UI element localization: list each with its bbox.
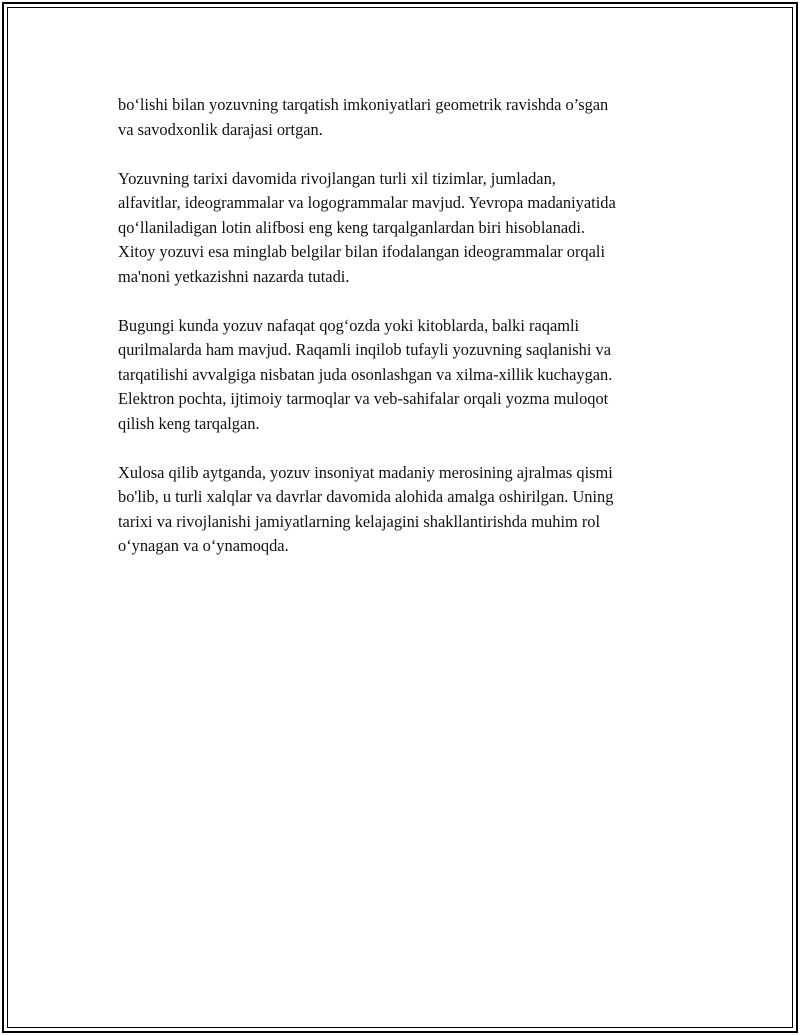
- paragraph-3: Bugungi kunda yozuv nafaqat qog‘ozda yoki kitoblarda, balki raqamli qurilmalarda ham mavjud. Raqamli inqilob tufayli yozuvning saqlanishi va tarqatilishi avvalgiga nisbatan juda osonlashgan va xilma-xillik kuchaygan. Elektron pochta, ijtimoiy tarmoqlar va veb-sahifalar orqali yozma muloqot qilish keng tarqalgan.: [118, 315, 613, 433]
- paragraph-4: Xulosa qilib aytganda, yozuv insoniyat madaniy merosining ajralmas qismi bo'lib, u turli xalqlar va davrlar davomida alohida amalga oshirilgan. Uning tarixi va rivojlanishi jamiyatlarning kelajagini shakllantirishda muhim rol o‘ynagan va o‘ynamoqda.: [118, 462, 614, 555]
- document-body: [118, 93, 688, 583]
- paragraph-2: Yozuvning tarixi davomida rivojlangan turli xil tizimlar, jumladan, alfavitlar, ideogrammalar va logogrammalar mavjud. Yevropa madaniyatida qo‘llaniladigan lotin alifbosi eng keng tarqalganlardan biri hisoblanadi. Xitoy yozuvi esa minglab belgilar bilan ifodalangan ideogrammalar orqali ma'noni yetkazishni nazarda tutadi.: [118, 168, 616, 286]
- paragraph-1: bo‘lishi bilan yozuvning tarqatish imkoniyatlari geometrik ravishda o’sgan va savodxonlik darajasi ortgan.: [118, 95, 609, 139]
